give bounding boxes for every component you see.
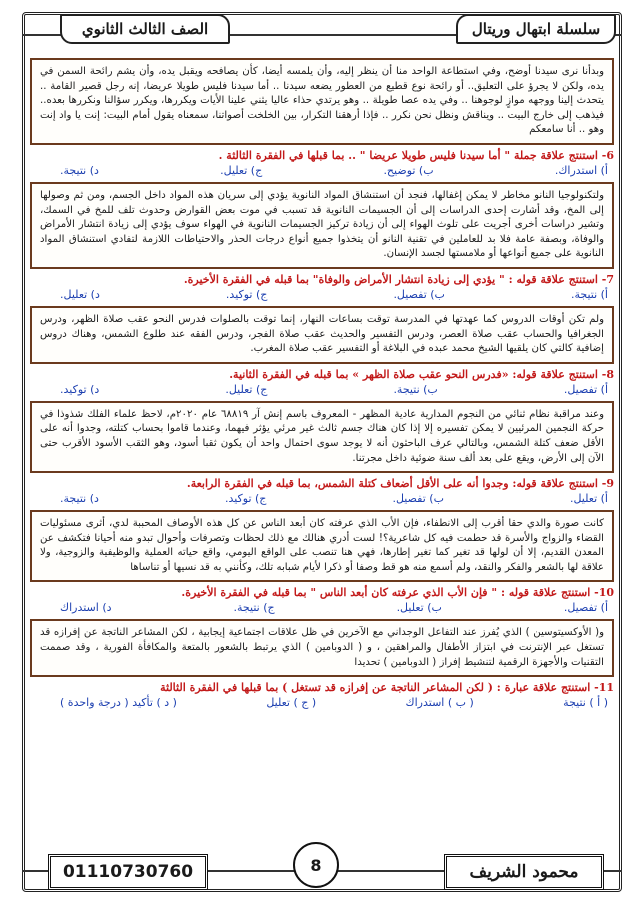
section-7 xyxy=(30,182,614,302)
option-d[interactable]: د) نتيجة. xyxy=(60,163,99,177)
options-11 xyxy=(30,695,614,710)
option-d[interactable]: د) نتيجة. xyxy=(60,492,99,506)
grade-title-box xyxy=(60,14,230,44)
questions-content xyxy=(30,58,614,714)
section-8 xyxy=(30,306,614,397)
author-name: محمود الشريف xyxy=(444,854,604,890)
options-10 xyxy=(30,600,614,615)
page-number: 8 xyxy=(293,842,339,888)
question-11: 11- استنتج علاقة عبارة : ( لكن المشاعر الناتجة عن إفرازه قد تستغل ) بما قبلها في الفقرة الثالثة xyxy=(160,681,614,695)
option-b[interactable]: ب) تعليل. xyxy=(396,601,442,615)
passage-11: و( الأوكسيتوسين ) الذي يُفرز عند التفاعل الوجداني مع الآخرين في ظل علاقات اجتماعية إيجابية ، لكن المشاعر الناتجة عن إفرازه قد تستغل عبر الإنترنت في ابتزاز الأطفال والمراهقين ، و ( الدوبامين ) الذي يرتبط بالشعور بالمتعة والمكافأة الفورية ، وقد صممت التقنيات والأجهزة الرقمية لتنشيط إفراز ( الدوبامين ) تحديدا xyxy=(30,619,614,677)
option-a[interactable]: أ) نتيجة. xyxy=(570,287,608,301)
passage-10: كانت صورة والدي حقا أقرب إلى الانطفاء، فإن الأب الذي عرفته كان أبعد الناس عن كل هذه الأوصاف المحببة لدي، أثرى مسئوليات القضاء والزواج والأسرة قد حطمت فيه كل شاعرية؟! لست أدري هنالك مع ذلك لحظات وتصرفات وأحوال تبدو منه أحيانا فتكشف عن المعدن القديم، إلا أن لولها قد تغير كما تغير إطارها، فهي هنا تنصب على الواقع اليومي، واقع حياته العملية والوظيفية والزوجية، ولا علاقة لها بالشعر والفكر والنقد، ولم أسمع منه هو قط وصفا أو ذكرا لأيام شبابه تلك، وكأنني به قد نسيها أو تناساها xyxy=(30,510,614,582)
option-b[interactable]: ب) توضيح. xyxy=(383,163,434,177)
options-8 xyxy=(30,382,614,397)
options-9 xyxy=(30,491,614,506)
option-c[interactable]: ج) نتيجة. xyxy=(233,601,275,615)
option-a[interactable]: أ) استدراك. xyxy=(554,163,608,177)
section-10 xyxy=(30,510,614,615)
series-title-box xyxy=(456,14,616,44)
option-b[interactable]: ب) تفصيل. xyxy=(393,287,445,301)
option-d[interactable]: د) توكيد. xyxy=(60,382,100,396)
question-9: 9- استنتج علاقة قوله: وجدوا أنه على الأقل أضعاف كتلة الشمس، بما قبله في الفقرة الرابعة. xyxy=(186,477,614,491)
option-c[interactable]: ج) تعليل. xyxy=(225,382,268,396)
grade-title: الصف الثالث الثانوي xyxy=(81,20,209,38)
option-c[interactable]: ج) توكيد. xyxy=(224,492,267,506)
section-6 xyxy=(30,58,614,178)
option-a[interactable]: أ) تفصيل. xyxy=(563,382,608,396)
option-d[interactable]: د) استدراك xyxy=(60,601,112,615)
option-a[interactable]: ( أ ) نتيجة xyxy=(563,696,608,710)
passage-7: ولتكنولوجيا النانو مخاطر لا يمكن إغفالها، فنجد أن استنشاق المواد النانوية يؤدي إلى سريان هذه المواد داخل الجسم، ومن ثم وصولها إلى المخ، وقد أشارت إحدى الدراسات إلى أن الجسيمات النانوية قد تسبب في موت بعض القوارض وحدوث تلف للمخ في السمك، وتشير دراسات أخرى أجريت على تلوث الهواء إلى أن زيادة تركيز الجسيمات النانوية في الهواء سوف يؤدي إلى زيادة انتشار الأمراض والوفاة، وبصفة عامة فلا بد للعاملين في تقنية النانو أن يتخذوا جميع أنواع درجات الحذر والاحتياطات اللازمة لتفادي استنشاق المواد النانوية على جميع أنواعها أو ملامستها لجسد الإنسان. xyxy=(30,182,614,269)
series-title: سلسلة ابتهال وريتال xyxy=(471,20,601,38)
passage-9: وعند مراقبة نظام ثنائي من النجوم المدارية عادية المظهر - المعروف باسم إنش آر ٦٨٨١٩ عام ٢٠٢٠م، لاحظ علماء الفلك شذوذا في حركة النجمين المرئيين لا يمكن تفسيره إلا إذا كان هناك جسم ثالث غير مرئي يؤثر فيهما، وعندما قاموا بحساب كتلته، وجدوا أنه على الأقل ضعف كتلة الشمس، وبالتالي عرف الباحثون أنه لا يوجد سوى احتمال واحد أن يكون ثقبا أسود، وهو الثقب الأسود الأقرب حتى الآن إلى الأرض، ويقع على بعد ألف سنة ضوئية داخل مجرتنا. xyxy=(30,401,614,473)
option-b[interactable]: ب) نتيجة. xyxy=(393,382,438,396)
phone-number: 01110730760 xyxy=(48,854,208,890)
option-b[interactable]: ب) تفصيل. xyxy=(392,492,444,506)
options-6 xyxy=(30,163,614,178)
option-a[interactable]: أ) تعليل. xyxy=(569,492,608,506)
passage-6: وبدأنا نرى سيدنا أوضح، وفي استطاعة الواحد منا أن ينظر إليه، وأن يلمسه أيضا، كأن يصافحه ويقبل يده، وأن يشم رائحة السمن في يده، ولكن لا يجرؤ على التعليق.. أو رائحة نوع قطيع من العطور يضعه سيدنا .. أما سيدنا فليس طويلا عريضا، إنه رجل قصير القامة .. يتحدث إلينا ووجهه موازٍ لوجوهنا .. وفي يده عصا طويلة .. وهو يرتدي حذاء عاليا يثني علينا الأيات ويكررها، ويكرر سؤالنا ونكررها بعده.. فيذهب إلى خارج البيت .. ويناقش ونظل نحن نكرر .. فإذا أرهقنا التكرار، بين الخلخت أصواتنا، سمعناه يقول أمام البيت: إنت يا واد إنت وهو .. أنا سامعكم xyxy=(30,58,614,145)
option-d[interactable]: د) تعليل. xyxy=(60,287,100,301)
section-11 xyxy=(30,619,614,710)
question-8: 8- استنتج علاقة قوله: «فدرس النحو عقب صلاة الظهر » بما قبله في الفقرة الثانية. xyxy=(229,367,614,381)
option-c[interactable]: ( ج ) تعليل xyxy=(266,696,317,710)
passage-8: ولم تكن أوقات الدروس كما عهدتها في المدرسة توقت بساعات النهار، إنما توقت بالصلوات فدرس النحو عقب صلاة الظهر، ودرس الجغرافيا والحساب عقب صلاة العصر، ودرس التفسير والحديث عقب صلاة الفجر، ودرس الفقه عند طلوع الشمس، وهناك دروس إضافية كالتي كان يلقيها الشيخ محمد عبده في البلاغة أو التفسير عقب صلاة المغرب. xyxy=(30,306,614,364)
question-7: 7- استنتج علاقة قوله : " يؤدي إلى زيادة انتشار الأمراض والوفاة" بما قبله في الفقرة الأخيرة. xyxy=(183,272,614,286)
option-a[interactable]: أ) تفصيل. xyxy=(563,601,608,615)
option-b[interactable]: ( ب ) استدراك xyxy=(405,696,474,710)
question-6: 6- استنتج علاقة جملة " أما سيدنا فليس طويلا عريضا " .. بما قبلها في الفقرة الثالثة . xyxy=(218,148,614,162)
option-c[interactable]: ج) توكيد. xyxy=(225,287,268,301)
option-d[interactable]: ( د ) تأكيد ( درجة واحدة ) xyxy=(60,696,177,710)
options-7 xyxy=(30,287,614,302)
option-c[interactable]: ج) تعليل. xyxy=(220,163,263,177)
question-10: 10- استنتج علاقة قوله : " فإن الأب الذي عرفته كان أبعد الناس " بما قبله في الفقرة الأخيرة. xyxy=(181,586,614,600)
section-9 xyxy=(30,401,614,506)
